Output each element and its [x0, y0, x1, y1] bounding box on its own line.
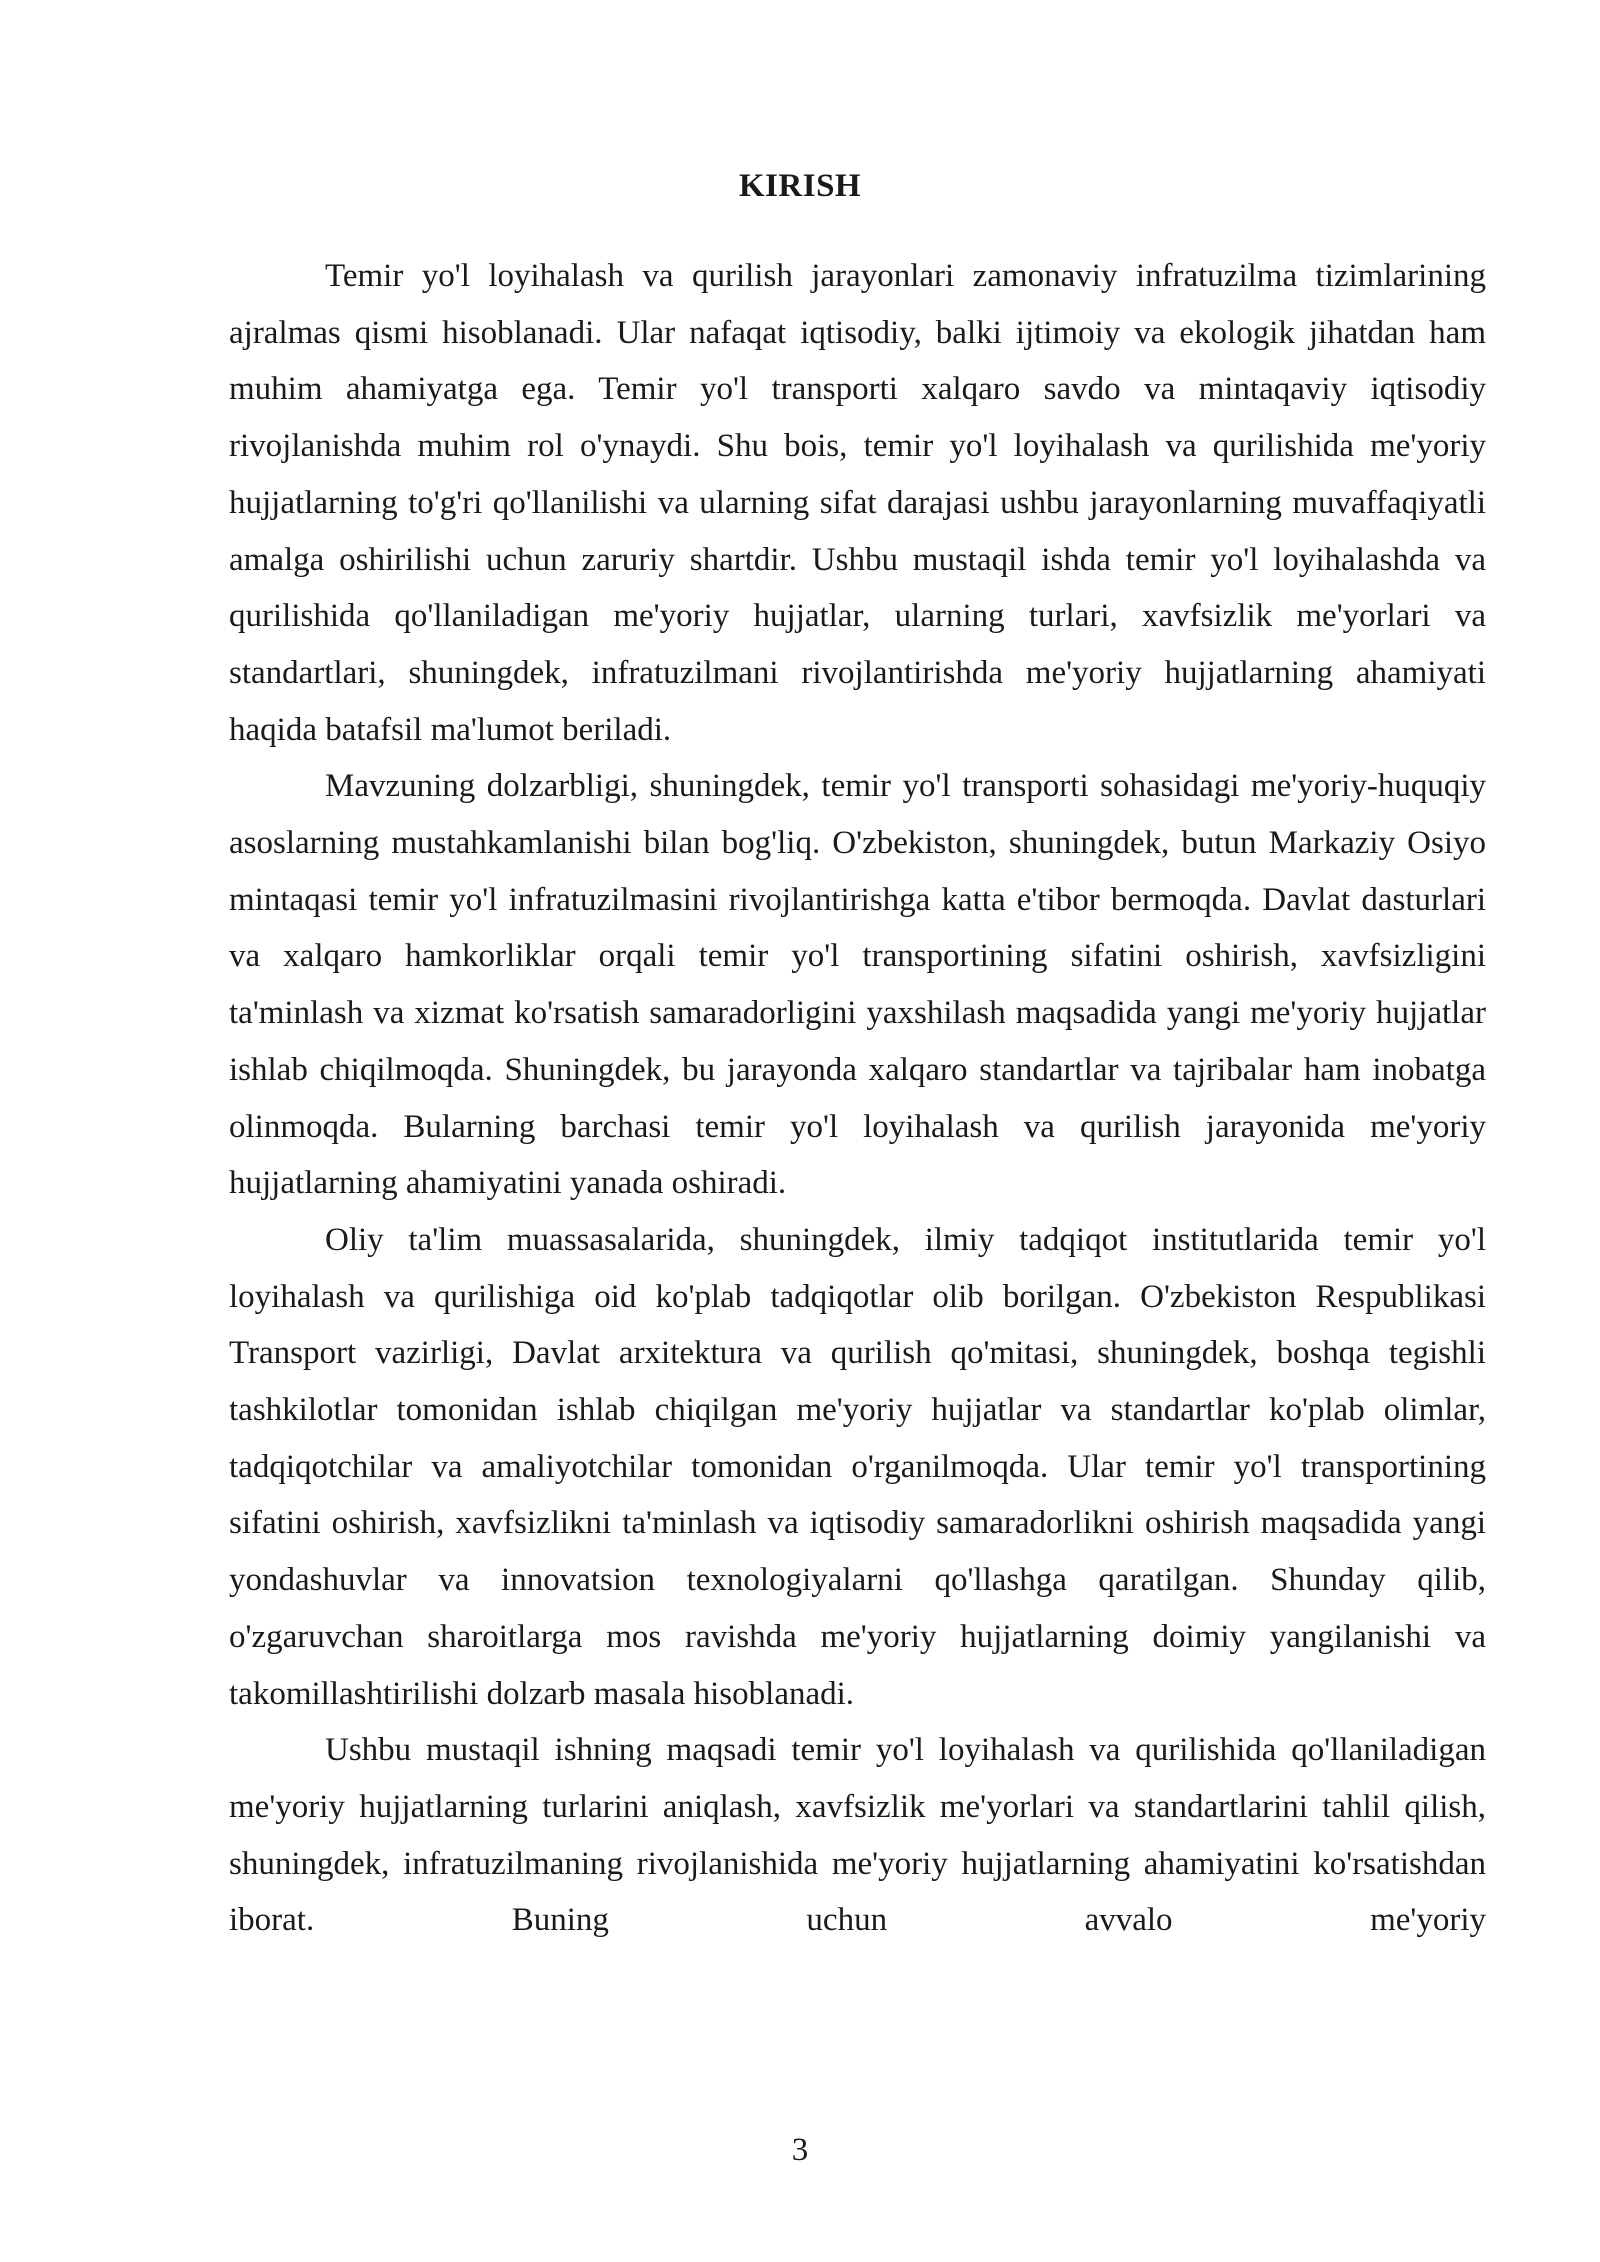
- page-number: 3: [791, 2132, 809, 2168]
- paragraph-goal: Ushbu mustaqil ishning maqsadi temir yo'l loyihalash va qurilishida qo'llaniladigan me'yoriy hujjatlarning turlarini aniqlash, xavfsizlik me'yorlari va standartlarini tahlil qilish, shuningdek, infratuzilmaning rivojlanishida me'yoriy hujjatlarning ahamiyatini ko'rsatishdan iborat. Buning uchun avvalo me'yoriy: [229, 1732, 1486, 1939]
- paragraph-relevance: Mavzuning dolzarbligi, shuningdek, temir yo'l transporti sohasidagi me'yoriy-huquqiy asoslarning mustahkamlanishi bilan bog'liq. O'zbekiston, shuningdek, butun Markaziy Osiyo mintaqasi temir yo'l infratuzilmasini rivojlantirishga katta e'tibor bermoqda. Davlat dasturlari va xalqaro hamkorliklar orqali temir yo'l transportining sifatini oshirish, xavfsizligini ta'minlash va xizmat ko'rsatish samaradorligini yaxshilash maqsadida yangi me'yoriy hujjatlar ishlab chiqilmoqda. Shuningdek, bu jarayonda xalqaro standartlar va tajribalar ham inobatga olinmoqda. Bularning barchasi temir yo'l loyihalash va qurilish jarayonida me'yoriy hujjatlarning ahamiyatini yanada oshiradi.: [229, 768, 1486, 1202]
- body-text: [229, 248, 1486, 1949]
- paragraph-intro: Temir yo'l loyihalash va qurilish jarayonlari zamonaviy infratuzilma tizimlarining ajralmas qismi hisoblanadi. Ular nafaqat iqtisodiy, balki ijtimoiy va ekologik jihatdan ham muhim ahamiyatga ega. Temir yo'l transporti xalqaro savdo va mintaqaviy iqtisodiy rivojlanishda muhim rol o'ynaydi. Shu bois, temir yo'l loyihalash va qurilishida me'yoriy hujjatlarning to'g'ri qo'llanilishi va ularning sifat darajasi ushbu jarayonlarning muvaffaqiyatli amalga oshirilishi uchun zaruriy shartdir. Ushbu mustaqil ishda temir yo'l loyihalashda va qurilishida qo'llaniladigan me'yoriy hujjatlar, ularning turlari, xavfsizlik me'yorlari va standartlari, shuningdek, infratuzilmani rivojlantirishda me'yoriy hujjatlarning ahamiyati haqida batafsil ma'lumot beriladi.: [229, 258, 1486, 748]
- section-title: KIRISH: [738, 168, 862, 204]
- paragraph-research: Oliy ta'lim muassasalarida, shuningdek, ilmiy tadqiqot institutlarida temir yo'l loyihalash va qurilishiga oid ko'plab tadqiqotlar olib borilgan. O'zbekiston Respublikasi Transport vazirligi, Davlat arxitektura va qurilish qo'mitasi, shuningdek, boshqa tegishli tashkilotlar tomonidan ishlab chiqilgan me'yoriy hujjatlar va standartlar ko'plab olimlar, tadqiqotchilar va amaliyotchilar tomonidan o'rganilmoqda. Ular temir yo'l transportining sifatini oshirish, xavfsizlikni ta'minlash va iqtisodiy samaradorlikni oshirish maqsadida yangi yondashuvlar va innovatsion texnologiyalarni qo'llashga qaratilgan. Shunday qilib, o'zgaruvchan sharoitlarga mos ravishda me'yoriy hujjatlarning doimiy yangilanishi va takomillashtirilishi dolzarb masala hisoblanadi.: [229, 1221, 1486, 1712]
